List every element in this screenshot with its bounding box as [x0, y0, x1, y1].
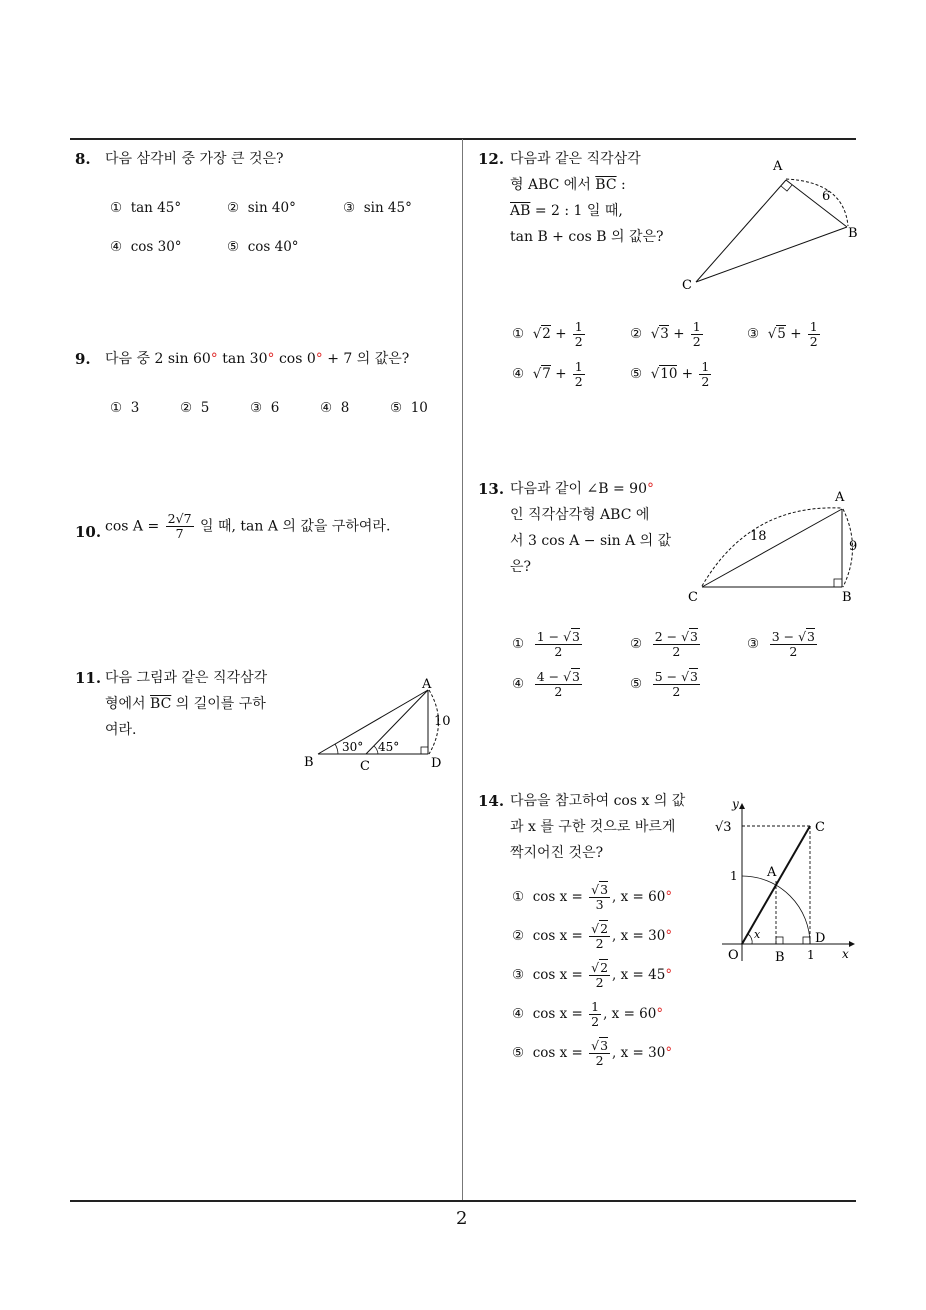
q14-line3: 짝지어진 것은?: [510, 845, 604, 861]
q12-label-side: 6: [822, 189, 831, 204]
q14-option-2[interactable]: ② cos x = $\frac{√2}{2}$ , x = 30°: [512, 921, 673, 951]
q13-label-hyp: 18: [750, 529, 767, 544]
q11-label-B: B: [304, 755, 314, 770]
q11-label-C: C: [360, 759, 370, 772]
q14-line1: 다음을 참고하여 cos x 의 값: [510, 793, 686, 809]
q9-option-3[interactable]: ③ 6: [250, 400, 280, 416]
q14-label-C: C: [815, 820, 825, 835]
q12-option-4[interactable]: ④ √7 + $\frac{1}{2}$: [512, 359, 583, 389]
q8-option-3[interactable]: ③ sin 45°: [343, 200, 412, 216]
q12-line1: 다음과 같은 직각삼각: [510, 151, 641, 167]
q14-label-sqrt3: √3: [715, 820, 732, 835]
q12-label-C: C: [682, 278, 692, 293]
q11-triangle-figure: [298, 672, 458, 772]
q9-option-4[interactable]: ④ 8: [320, 400, 350, 416]
q9-number: 9.: [75, 350, 91, 368]
q13-line2: 인 직각삼각형 ABC 에: [510, 507, 650, 523]
bottom-rule: [70, 1200, 856, 1202]
q12-label-A: A: [773, 159, 783, 174]
q13-option-5[interactable]: ⑤ $\frac{5 - √3}{2}$: [630, 669, 698, 699]
q12-line2: 형 ABC 에서 $\overline{BC}$ :: [510, 177, 626, 193]
q12-option-3[interactable]: ③ √5 + $\frac{1}{2}$: [747, 319, 818, 349]
q11-number: 11.: [75, 669, 102, 687]
q13-label-C: C: [688, 590, 698, 605]
q14-coordinate-figure: [712, 796, 862, 966]
q14-label-one-y: 1: [730, 869, 738, 883]
q9-option-2[interactable]: ② 5: [180, 400, 210, 416]
q11-line3: 여라.: [105, 722, 137, 738]
q11-label-A: A: [422, 677, 432, 692]
q14-label-x: x: [842, 947, 849, 961]
q13-label-side: 9: [849, 539, 858, 554]
q13-label-A: A: [835, 490, 845, 505]
q8-number: 8.: [75, 150, 91, 168]
q12-line3: $\overline{AB} = 2$ : 1 일 때,: [510, 203, 623, 219]
q13-line1: 다음과 같이 ∠B = 90°: [510, 481, 654, 497]
q14-option-3[interactable]: ③ cos x = $\frac{√2}{2}$ , x = 45°: [512, 960, 673, 990]
q11-label-D: D: [431, 756, 442, 771]
q9-option-5[interactable]: ⑤ 10: [390, 400, 428, 416]
q14-label-B: B: [775, 950, 785, 965]
column-divider: [462, 139, 463, 1201]
q13-line4: 은?: [510, 559, 532, 575]
q12-number: 12.: [478, 150, 505, 168]
q14-option-1[interactable]: ① cos x = $\frac{√3}{3}$ , x = 60°: [512, 882, 673, 912]
q13-option-4[interactable]: ④ $\frac{4 - √3}{2}$: [512, 669, 580, 699]
q13-triangle-figure: [680, 484, 870, 609]
q12-line4: tan B + cos B 의 값은?: [510, 229, 664, 245]
q8-option-4[interactable]: ④ cos 30°: [110, 239, 182, 255]
q13-option-2[interactable]: ② $\frac{2 - √3}{2}$: [630, 629, 698, 659]
q13-option-3[interactable]: ③ $\frac{3 - √3}{2}$: [747, 629, 815, 659]
page-number: 2: [456, 1208, 468, 1229]
q14-option-4[interactable]: ④ cos x = $\frac{1}{2}$ , x = 60°: [512, 999, 664, 1029]
q14-option-5[interactable]: ⑤ cos x = $\frac{√3}{2}$ , x = 30°: [512, 1038, 673, 1068]
q14-label-angle: x: [754, 928, 761, 941]
q13-label-B: B: [842, 590, 852, 605]
q12-option-1[interactable]: ① √2 + $\frac{1}{2}$: [512, 319, 583, 349]
q8-option-5[interactable]: ⑤ cos 40°: [227, 239, 299, 255]
q14-label-D: D: [815, 931, 826, 946]
q14-label-y: y: [732, 797, 739, 811]
q14-number: 14.: [478, 792, 505, 810]
q8-option-2[interactable]: ② sin 40°: [227, 200, 296, 216]
q12-triangle-figure: [674, 152, 874, 297]
q10-number: 10.: [75, 523, 102, 541]
q11-line2: 형에서 $\overline{BC}$ 의 길이를 구하: [105, 696, 266, 712]
q9-option-1[interactable]: ① 3: [110, 400, 140, 416]
q14-label-O: O: [728, 948, 739, 963]
q8-text: 다음 삼각비 중 가장 큰 것은?: [105, 151, 284, 167]
q14-label-one-x: 1: [807, 948, 815, 962]
q11-label-angle1: 30°: [342, 740, 364, 754]
q11-line1: 다음 그림과 같은 직각삼각: [105, 670, 268, 686]
q11-label-angle2: 45°: [378, 740, 400, 754]
q12-label-B: B: [848, 226, 858, 241]
q13-line3: 서 3 cos A − sin A 의 값: [510, 533, 672, 549]
q14-label-A: A: [767, 865, 777, 880]
q12-option-5[interactable]: ⑤ √10 + $\frac{1}{2}$: [630, 359, 710, 389]
q9-text: 다음 중 2 sin 60° tan 30° cos 0° + 7 의 값은?: [105, 351, 410, 367]
q10-fraction: $\frac{2√7}{7}$: [167, 511, 192, 541]
q11-label-side: 10: [434, 714, 451, 729]
q13-number: 13.: [478, 480, 505, 498]
q12-option-2[interactable]: ② √3 + $\frac{1}{2}$: [630, 319, 701, 349]
q14-line2: 과 x 를 구한 것으로 바르게: [510, 819, 676, 835]
q8-option-1[interactable]: ① tan 45°: [110, 200, 182, 216]
q13-option-1[interactable]: ① $\frac{1 - √3}{2}$: [512, 629, 580, 659]
top-rule: [70, 138, 856, 140]
q10-text: cos A = $\frac{2√7}{7}$ 일 때, tan A 의 값을 구하여라.: [105, 511, 391, 541]
